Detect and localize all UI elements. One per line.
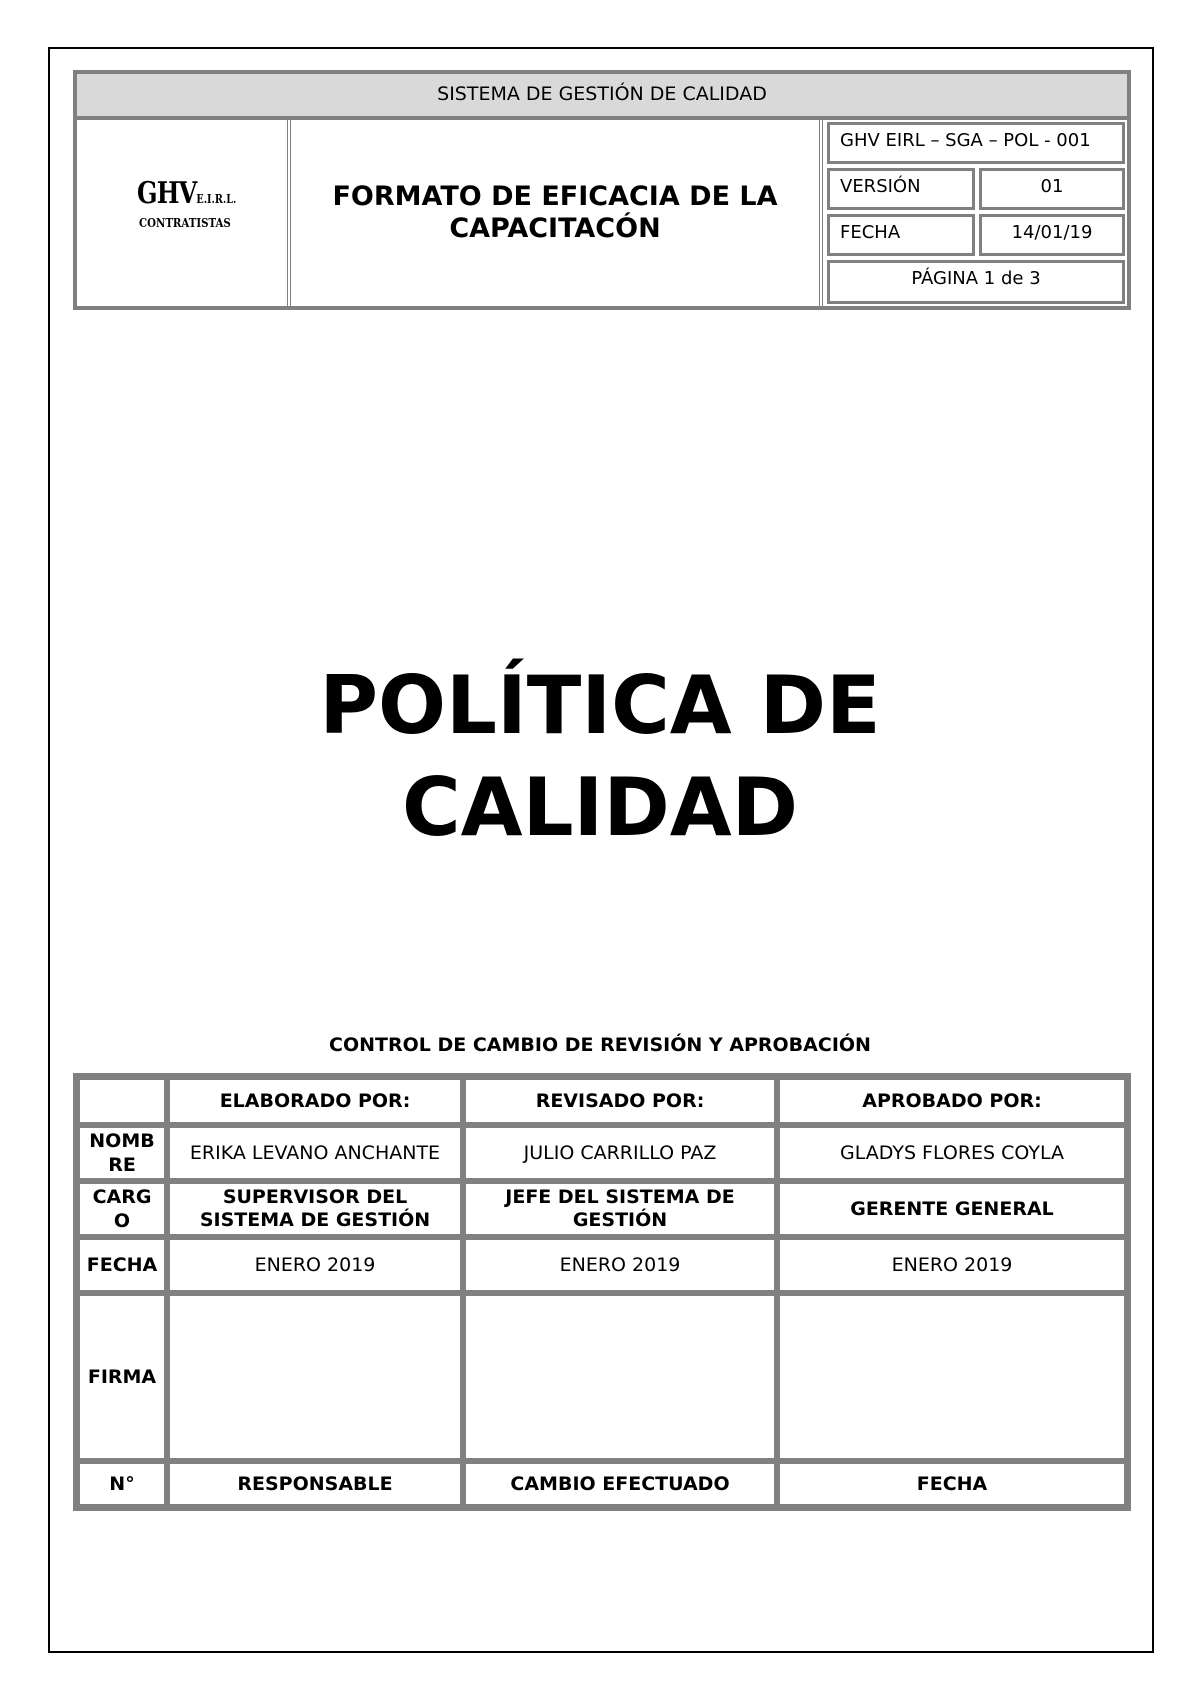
header-aprobado: APROBADO POR: [777, 1077, 1127, 1125]
main-title [0, 655, 1200, 859]
row-label-firma: FIRMA [77, 1293, 167, 1461]
footer-number: N° [77, 1461, 167, 1507]
main-title-line2: CALIDAD [401, 761, 799, 854]
signature-revisado [463, 1293, 777, 1461]
date-label: FECHA [827, 214, 975, 256]
control-caption: CONTROL DE CAMBIO DE REVISIÓN Y APROBACIÓN [329, 1034, 871, 1056]
cell-cargo-aprobado: GERENTE GENERAL [777, 1181, 1127, 1237]
table-row [77, 1125, 1127, 1181]
cell-nombre-aprobado: GLADYS FLORES COYLA [777, 1125, 1127, 1181]
logo-subtitle: CONTRATISTAS [139, 216, 231, 230]
approval-table [73, 1073, 1131, 1511]
table-header-row [77, 1077, 1127, 1125]
document-header [73, 70, 1131, 310]
date-value: 14/01/19 [979, 214, 1125, 256]
cell-fecha-revisado: ENERO 2019 [463, 1237, 777, 1293]
company-logo [77, 120, 291, 306]
main-title-line1: POLÍTICA DE [319, 659, 881, 752]
row-label-cargo: CARGO [77, 1181, 167, 1237]
document-title: FORMATO DE EFICACIA DE LA CAPACITACÓN [291, 120, 823, 306]
signature-aprobado [777, 1293, 1127, 1461]
header-empty-cell [77, 1077, 167, 1125]
header-revisado: REVISADO POR: [463, 1077, 777, 1125]
cell-fecha-aprobado: ENERO 2019 [777, 1237, 1127, 1293]
table-row [77, 1181, 1127, 1237]
footer-responsable: RESPONSABLE [167, 1461, 463, 1507]
version-value: 01 [979, 168, 1125, 210]
signature-elaborado [167, 1293, 463, 1461]
row-label-fecha: FECHA [77, 1237, 167, 1293]
cell-fecha-elaborado: ENERO 2019 [167, 1237, 463, 1293]
table-row [77, 1237, 1127, 1293]
footer-cambio: CAMBIO EFECTUADO [463, 1461, 777, 1507]
system-title: SISTEMA DE GESTIÓN DE CALIDAD [77, 74, 1127, 120]
document-code: GHV EIRL – SGA – POL - 001 [827, 122, 1125, 164]
table-footer-row [77, 1461, 1127, 1507]
cell-cargo-revisado: JEFE DEL SISTEMA DE GESTIÓN [463, 1181, 777, 1237]
footer-fecha: FECHA [777, 1461, 1127, 1507]
cell-nombre-elaborado: ERIKA LEVANO ANCHANTE [167, 1125, 463, 1181]
cell-nombre-revisado: JULIO CARRILLO PAZ [463, 1125, 777, 1181]
table-row [77, 1293, 1127, 1461]
logo-text: GHVE.I.R.L. [137, 176, 237, 211]
page-number: PÁGINA 1 de 3 [827, 260, 1125, 304]
version-label: VERSIÓN [827, 168, 975, 210]
cell-cargo-elaborado: SUPERVISOR DEL SISTEMA DE GESTIÓN [167, 1181, 463, 1237]
row-label-nombre: NOMBRE [77, 1125, 167, 1181]
header-elaborado: ELABORADO POR: [167, 1077, 463, 1125]
